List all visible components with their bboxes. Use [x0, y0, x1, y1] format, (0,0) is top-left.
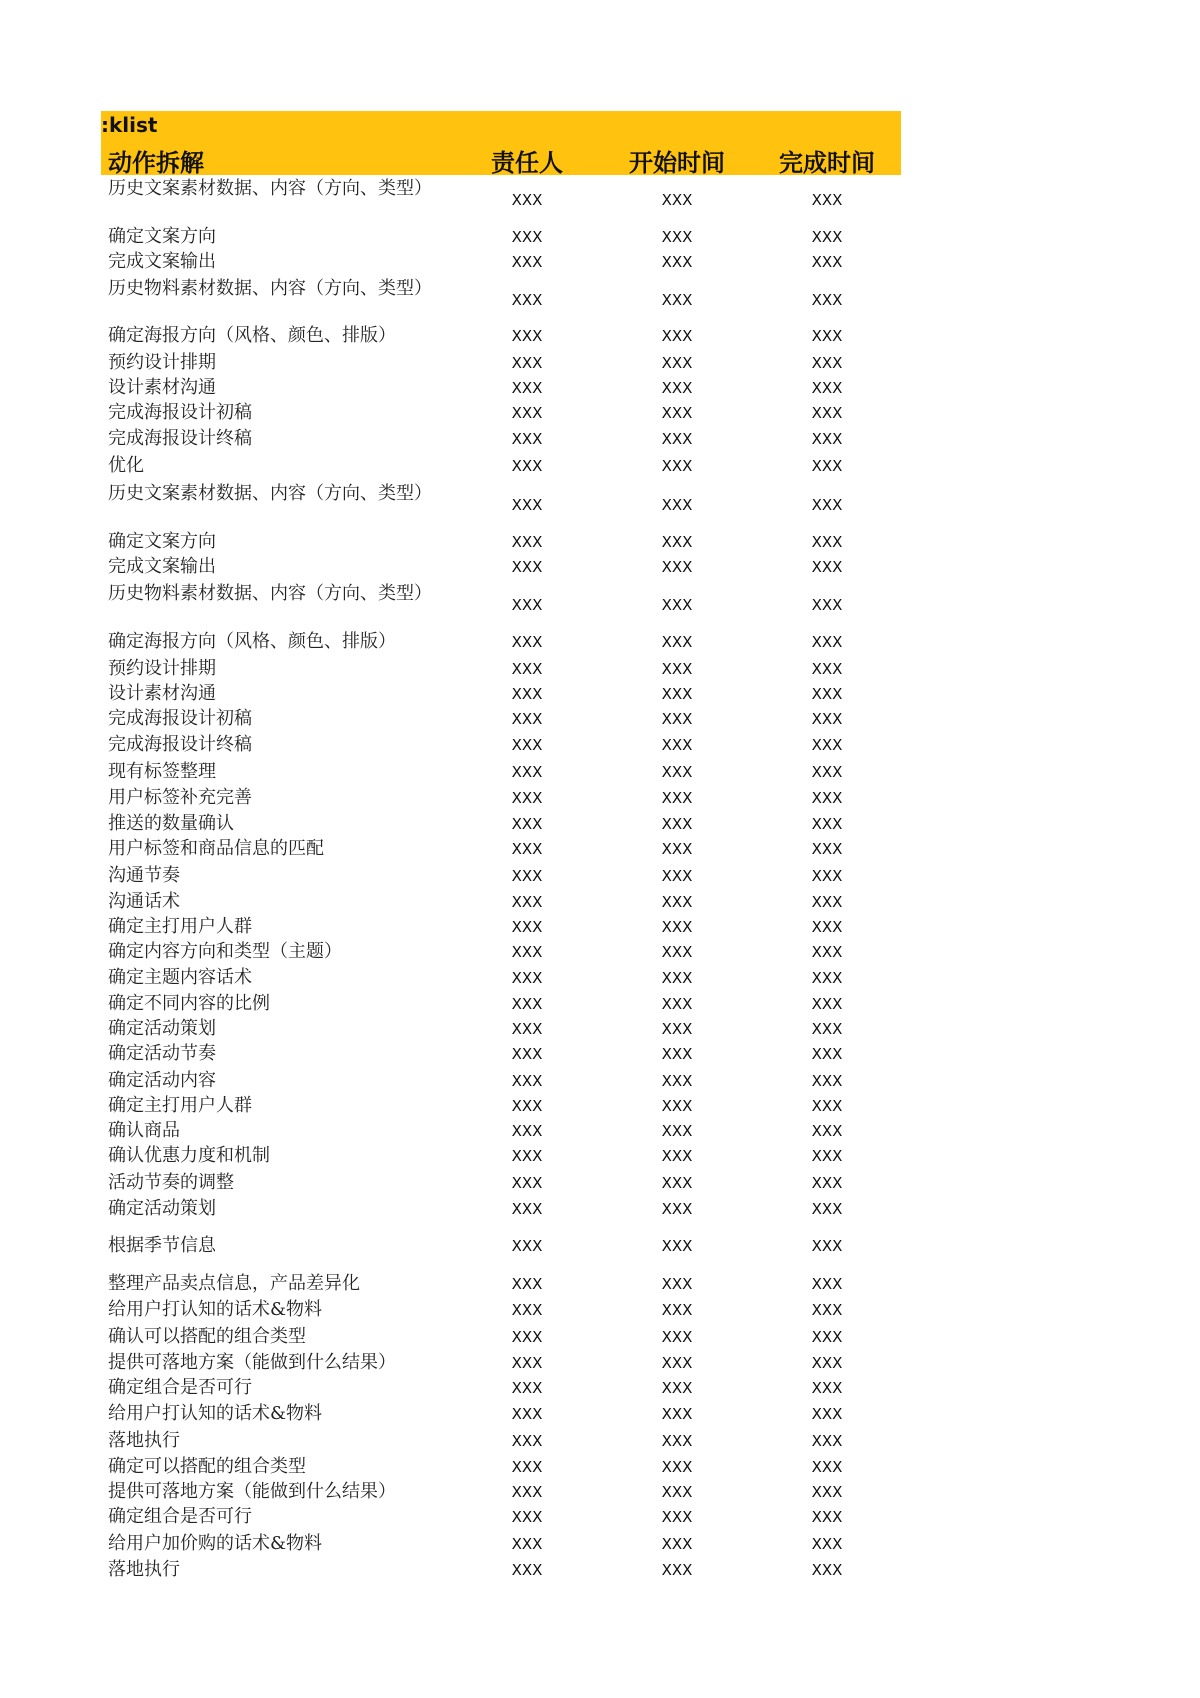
start-time-cell: XXX: [661, 1301, 693, 1319]
finish-time-cell: XXX: [811, 995, 843, 1013]
owner-cell: XXX: [511, 893, 543, 911]
start-time-cell: XXX: [661, 354, 693, 372]
finish-time-cell: XXX: [811, 685, 843, 703]
start-time-cell: XXX: [661, 789, 693, 807]
start-time-cell: XXX: [661, 430, 693, 448]
start-time-cell: XXX: [661, 1508, 693, 1526]
finish-time-cell: XXX: [811, 1301, 843, 1319]
action-cell: 历史物料素材数据、内容（方向、类型）: [108, 583, 432, 604]
owner-cell: XXX: [511, 660, 543, 678]
owner-cell: XXX: [511, 1174, 543, 1192]
finish-time-cell: XXX: [811, 1097, 843, 1115]
start-time-cell: XXX: [661, 1354, 693, 1372]
finish-time-cell: XXX: [811, 327, 843, 345]
start-time-cell: XXX: [661, 969, 693, 987]
start-time-cell: XXX: [661, 660, 693, 678]
finish-time-cell: XXX: [811, 191, 843, 209]
action-cell: 完成海报设计终稿: [108, 428, 252, 449]
action-cell: 落地执行: [108, 1559, 180, 1580]
action-cell: 确认商品: [108, 1120, 180, 1141]
owner-cell: XXX: [511, 1432, 543, 1450]
finish-time-cell: XXX: [811, 430, 843, 448]
owner-cell: XXX: [511, 1045, 543, 1063]
action-cell: 落地执行: [108, 1430, 180, 1451]
owner-cell: XXX: [511, 1200, 543, 1218]
start-time-cell: XXX: [661, 736, 693, 754]
action-cell: 确定不同内容的比例: [108, 993, 270, 1014]
owner-cell: XXX: [511, 710, 543, 728]
owner-cell: XXX: [511, 558, 543, 576]
finish-time-cell: XXX: [811, 1432, 843, 1450]
start-time-cell: XXX: [661, 763, 693, 781]
action-cell: 确认可以搭配的组合类型: [108, 1326, 306, 1347]
action-cell: 完成文案输出: [108, 251, 216, 272]
action-cell: 确定活动节奏: [108, 1043, 216, 1064]
finish-time-cell: XXX: [811, 1508, 843, 1526]
owner-cell: XXX: [511, 1097, 543, 1115]
owner-cell: XXX: [511, 1275, 543, 1293]
owner-cell: XXX: [511, 1508, 543, 1526]
action-cell: 沟通话术: [108, 891, 180, 912]
owner-cell: XXX: [511, 1458, 543, 1476]
finish-time-cell: XXX: [811, 1122, 843, 1140]
owner-cell: XXX: [511, 1237, 543, 1255]
finish-time-cell: XXX: [811, 1483, 843, 1501]
finish-time-cell: XXX: [811, 1458, 843, 1476]
action-cell: 优化: [108, 455, 144, 476]
owner-cell: XXX: [511, 1147, 543, 1165]
action-cell: 历史文案素材数据、内容（方向、类型）: [108, 178, 432, 199]
finish-time-cell: XXX: [811, 1535, 843, 1553]
start-time-cell: XXX: [661, 228, 693, 246]
action-cell: 完成海报设计初稿: [108, 402, 252, 423]
start-time-cell: XXX: [661, 379, 693, 397]
start-time-cell: XXX: [661, 943, 693, 961]
owner-cell: XXX: [511, 291, 543, 309]
start-time-cell: XXX: [661, 1275, 693, 1293]
action-cell: 完成海报设计终稿: [108, 734, 252, 755]
start-time-cell: XXX: [661, 1237, 693, 1255]
action-cell: 完成海报设计初稿: [108, 708, 252, 729]
owner-cell: XXX: [511, 457, 543, 475]
start-time-cell: XXX: [661, 1405, 693, 1423]
action-cell: 确定主打用户人群: [108, 916, 252, 937]
finish-time-cell: XXX: [811, 379, 843, 397]
action-cell: 设计素材沟通: [108, 683, 216, 704]
action-cell: 完成文案输出: [108, 556, 216, 577]
start-time-cell: XXX: [661, 893, 693, 911]
finish-time-cell: XXX: [811, 533, 843, 551]
owner-cell: XXX: [511, 633, 543, 651]
start-time-cell: XXX: [661, 1072, 693, 1090]
action-cell: 确定主打用户人群: [108, 1095, 252, 1116]
finish-time-cell: XXX: [811, 763, 843, 781]
start-time-cell: XXX: [661, 253, 693, 271]
start-time-cell: XXX: [661, 1045, 693, 1063]
owner-cell: XXX: [511, 191, 543, 209]
action-cell: 提供可落地方案（能做到什么结果）: [108, 1481, 396, 1502]
start-time-cell: XXX: [661, 404, 693, 422]
action-cell: 确认优惠力度和机制: [108, 1145, 270, 1166]
action-cell: 整理产品卖点信息，产品差异化: [108, 1273, 360, 1294]
owner-cell: XXX: [511, 228, 543, 246]
action-cell: 给用户打认知的话术&物料: [108, 1299, 323, 1320]
finish-time-cell: XXX: [811, 596, 843, 614]
finish-time-cell: XXX: [811, 1174, 843, 1192]
start-time-cell: XXX: [661, 1432, 693, 1450]
owner-cell: XXX: [511, 918, 543, 936]
start-time-cell: XXX: [661, 291, 693, 309]
owner-cell: XXX: [511, 404, 543, 422]
owner-cell: XXX: [511, 867, 543, 885]
start-time-cell: XXX: [661, 1122, 693, 1140]
finish-time-cell: XXX: [811, 867, 843, 885]
finish-time-cell: XXX: [811, 969, 843, 987]
owner-cell: XXX: [511, 995, 543, 1013]
action-cell: 历史物料素材数据、内容（方向、类型）: [108, 278, 432, 299]
action-cell: 现有标签整理: [108, 761, 216, 782]
column-header-owner-label: 责任人: [491, 149, 563, 177]
owner-cell: XXX: [511, 1122, 543, 1140]
owner-cell: XXX: [511, 685, 543, 703]
finish-time-cell: XXX: [811, 660, 843, 678]
owner-cell: XXX: [511, 840, 543, 858]
finish-time-cell: XXX: [811, 736, 843, 754]
owner-cell: XXX: [511, 496, 543, 514]
owner-cell: XXX: [511, 354, 543, 372]
finish-time-cell: XXX: [811, 354, 843, 372]
finish-time-cell: XXX: [811, 558, 843, 576]
start-time-cell: XXX: [661, 710, 693, 728]
owner-cell: XXX: [511, 430, 543, 448]
action-cell: 确定海报方向（风格、颜色、排版）: [108, 325, 396, 346]
owner-cell: XXX: [511, 327, 543, 345]
owner-cell: XXX: [511, 1354, 543, 1372]
column-header-finish-label: 完成时间: [779, 149, 875, 177]
finish-time-cell: XXX: [811, 893, 843, 911]
finish-time-cell: XXX: [811, 1328, 843, 1346]
action-cell: 确定海报方向（风格、颜色、排版）: [108, 631, 396, 652]
action-cell: 确定主题内容话术: [108, 967, 252, 988]
finish-time-cell: XXX: [811, 496, 843, 514]
finish-time-cell: XXX: [811, 1275, 843, 1293]
owner-cell: XXX: [511, 815, 543, 833]
owner-cell: XXX: [511, 596, 543, 614]
action-cell: 预约设计排期: [108, 352, 216, 373]
owner-cell: XXX: [511, 789, 543, 807]
owner-cell: XXX: [511, 533, 543, 551]
start-time-cell: XXX: [661, 1174, 693, 1192]
action-cell: 沟通节奏: [108, 865, 180, 886]
start-time-cell: XXX: [661, 1328, 693, 1346]
owner-cell: XXX: [511, 1072, 543, 1090]
finish-time-cell: XXX: [811, 404, 843, 422]
finish-time-cell: XXX: [811, 840, 843, 858]
column-header-start-label: 开始时间: [629, 149, 725, 177]
action-cell: 用户标签和商品信息的匹配: [108, 838, 324, 859]
action-cell: 历史文案素材数据、内容（方向、类型）: [108, 483, 432, 504]
action-cell: 确定活动策划: [108, 1018, 216, 1039]
finish-time-cell: XXX: [811, 789, 843, 807]
start-time-cell: XXX: [661, 633, 693, 651]
owner-cell: XXX: [511, 736, 543, 754]
start-time-cell: XXX: [661, 1535, 693, 1553]
column-header-action: 动作拆解: [108, 149, 204, 177]
start-time-cell: XXX: [661, 533, 693, 551]
finish-time-cell: XXX: [811, 1020, 843, 1038]
start-time-cell: XXX: [661, 1483, 693, 1501]
finish-time-cell: XXX: [811, 1354, 843, 1372]
start-time-cell: XXX: [661, 596, 693, 614]
owner-cell: XXX: [511, 943, 543, 961]
finish-time-cell: XXX: [811, 1237, 843, 1255]
action-cell: 确定文案方向: [108, 531, 216, 552]
start-time-cell: XXX: [661, 918, 693, 936]
start-time-cell: XXX: [661, 1458, 693, 1476]
start-time-cell: XXX: [661, 327, 693, 345]
start-time-cell: XXX: [661, 867, 693, 885]
finish-time-cell: XXX: [811, 1405, 843, 1423]
action-cell: 确定活动内容: [108, 1070, 216, 1091]
finish-time-cell: XXX: [811, 815, 843, 833]
finish-time-cell: XXX: [811, 228, 843, 246]
start-time-cell: XXX: [661, 457, 693, 475]
action-cell: 给用户打认知的话术&物料: [108, 1403, 323, 1424]
action-cell: 设计素材沟通: [108, 377, 216, 398]
start-time-cell: XXX: [661, 1561, 693, 1579]
start-time-cell: XXX: [661, 840, 693, 858]
start-time-cell: XXX: [661, 995, 693, 1013]
finish-time-cell: XXX: [811, 1045, 843, 1063]
action-cell: 确定文案方向: [108, 226, 216, 247]
finish-time-cell: XXX: [811, 918, 843, 936]
start-time-cell: XXX: [661, 1097, 693, 1115]
action-cell: 根据季节信息: [108, 1235, 216, 1256]
finish-time-cell: XXX: [811, 1200, 843, 1218]
action-cell: 确定内容方向和类型（主题）: [108, 941, 342, 962]
owner-cell: XXX: [511, 763, 543, 781]
owner-cell: XXX: [511, 969, 543, 987]
start-time-cell: XXX: [661, 496, 693, 514]
sheet-title: :klist: [101, 113, 158, 137]
owner-cell: XXX: [511, 1405, 543, 1423]
finish-time-cell: XXX: [811, 1072, 843, 1090]
finish-time-cell: XXX: [811, 291, 843, 309]
owner-cell: XXX: [511, 1483, 543, 1501]
finish-time-cell: XXX: [811, 943, 843, 961]
owner-cell: XXX: [511, 1535, 543, 1553]
finish-time-cell: XXX: [811, 710, 843, 728]
finish-time-cell: XXX: [811, 253, 843, 271]
start-time-cell: XXX: [661, 815, 693, 833]
action-cell: 确定组合是否可行: [108, 1506, 252, 1527]
action-cell: 活动节奏的调整: [108, 1172, 234, 1193]
action-cell: 确定组合是否可行: [108, 1377, 252, 1398]
owner-cell: XXX: [511, 1328, 543, 1346]
action-cell: 用户标签补充完善: [108, 787, 252, 808]
action-cell: 确定可以搭配的组合类型: [108, 1456, 306, 1477]
finish-time-cell: XXX: [811, 1147, 843, 1165]
action-cell: 预约设计排期: [108, 658, 216, 679]
start-time-cell: XXX: [661, 1379, 693, 1397]
action-cell: 确定活动策划: [108, 1198, 216, 1219]
finish-time-cell: XXX: [811, 1561, 843, 1579]
start-time-cell: XXX: [661, 1147, 693, 1165]
owner-cell: XXX: [511, 1379, 543, 1397]
start-time-cell: XXX: [661, 191, 693, 209]
owner-cell: XXX: [511, 1561, 543, 1579]
start-time-cell: XXX: [661, 558, 693, 576]
action-cell: 给用户加价购的话术&物料: [108, 1533, 323, 1554]
start-time-cell: XXX: [661, 1200, 693, 1218]
owner-cell: XXX: [511, 379, 543, 397]
finish-time-cell: XXX: [811, 457, 843, 475]
action-cell: 推送的数量确认: [108, 813, 234, 834]
finish-time-cell: XXX: [811, 633, 843, 651]
finish-time-cell: XXX: [811, 1379, 843, 1397]
owner-cell: XXX: [511, 1020, 543, 1038]
owner-cell: XXX: [511, 1301, 543, 1319]
action-cell: 提供可落地方案（能做到什么结果）: [108, 1352, 396, 1373]
owner-cell: XXX: [511, 253, 543, 271]
start-time-cell: XXX: [661, 1020, 693, 1038]
start-time-cell: XXX: [661, 685, 693, 703]
